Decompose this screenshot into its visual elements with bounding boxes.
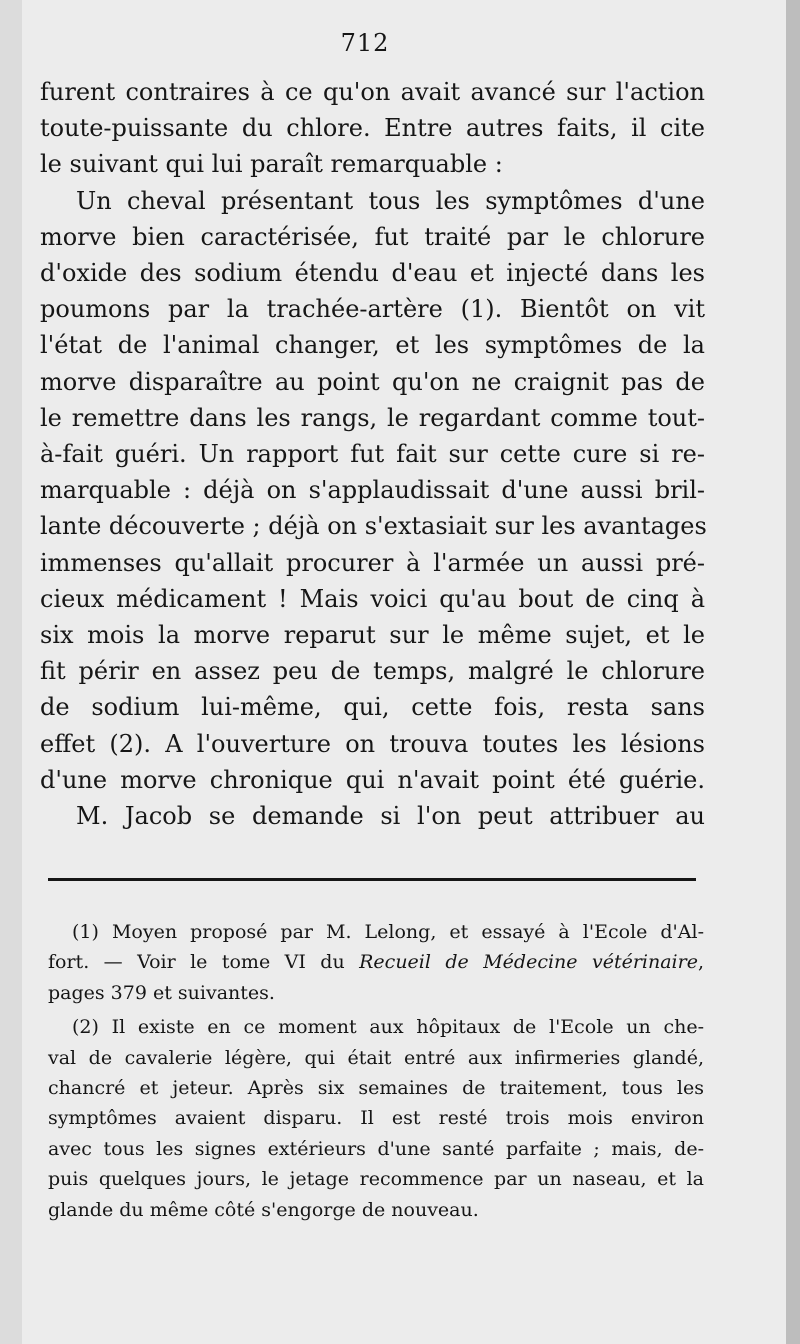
body-line: à-fait guéri. Un rapport fut fait sur cette cure si re- <box>40 440 705 469</box>
body-line: effet (2). A l'ouverture on trouva toutes les lésions <box>40 729 705 758</box>
footnote-1-line: (1) Moyen proposé par M. Lelong, et essayé à l'Ecole d'Al- <box>72 921 704 943</box>
footnote-separator-rule <box>48 878 696 881</box>
body-line: morve disparaître au point qu'on ne craignit pas de <box>40 367 705 396</box>
body-line: cieux médicament ! Mais voici qu'au bout de cinq à <box>40 584 705 613</box>
page-number: 712 <box>340 29 390 57</box>
body-line: le suivant qui lui paraît remarquable : <box>40 150 503 179</box>
body-line: l'état de l'animal changer, et les symptômes de la <box>40 331 705 360</box>
body-line: M. Jacob se demande si l'on peut attribuer au <box>76 802 705 831</box>
footnote-2-line: symptômes avaient disparu. Il est resté trois mois environ <box>48 1107 704 1130</box>
footnote-2-line: avec tous les signes extérieurs d'une santé parfaite ; mais, de- <box>48 1137 704 1160</box>
body-line: lante découverte ; déjà on s'extasiait sur les avantages <box>40 512 707 541</box>
footnote-2-line: puis quelques jours, le jetage recommence par un naseau, et la <box>48 1168 704 1191</box>
footnote-1-line: pages 379 et suivantes. <box>48 981 275 1004</box>
footnote-1-text: fort. — Voir le tome VI du <box>48 951 360 974</box>
footnote-2-line: glande du même côté s'engorge de nouveau. <box>48 1198 479 1221</box>
footnote-1-line <box>48 947 704 977</box>
footnote-2-line: val de cavalerie légère, qui était entré aux infirmeries glandé, <box>48 1046 704 1069</box>
footnote-1-journal-title: Recueil de Médecine vétérinaire <box>359 951 698 974</box>
body-line: poumons par la trachée-artère (1). Bientôt on vit <box>40 295 705 324</box>
body-line: immenses qu'allait procurer à l'armée un aussi pré- <box>40 548 705 577</box>
body-line: fit périr en assez peu de temps, malgré le chlorure <box>40 657 705 686</box>
body-line: Un cheval présentant tous les symptômes d'une <box>76 186 705 215</box>
body-line: six mois la morve reparut sur le même sujet, et le <box>40 621 705 650</box>
body-line: furent contraires à ce qu'on avait avancé sur l'action <box>40 78 705 106</box>
body-line: marquable : déjà on s'applaudissait d'une aussi bril- <box>40 476 705 505</box>
page-outer-edge <box>786 0 800 1344</box>
body-line: morve bien caractérisée, fut traité par le chlorure <box>40 222 705 251</box>
body-text <box>40 74 705 834</box>
footnotes <box>48 917 704 1225</box>
body-line: d'oxide des sodium étendu d'eau et injecté dans les <box>40 259 705 288</box>
body-line: d'une morve chronique qui n'avait point été guérie. <box>40 765 705 794</box>
footnote-2-line: chancré et jeteur. Après six semaines de traitement, tous les <box>48 1077 704 1100</box>
footnote-1-punctuation: , <box>697 951 704 974</box>
body-line: le remettre dans les rangs, le regardant comme tout- <box>40 403 705 432</box>
body-line: toute-puissante du chlore. Entre autres faits, il cite <box>40 114 705 143</box>
body-line: de sodium lui-même, qui, cette fois, resta sans <box>40 693 705 722</box>
footnote-2-line: (2) Il existe en ce moment aux hôpitaux de l'Ecole un che- <box>72 1016 704 1039</box>
page-inner-shadow <box>0 0 22 1344</box>
